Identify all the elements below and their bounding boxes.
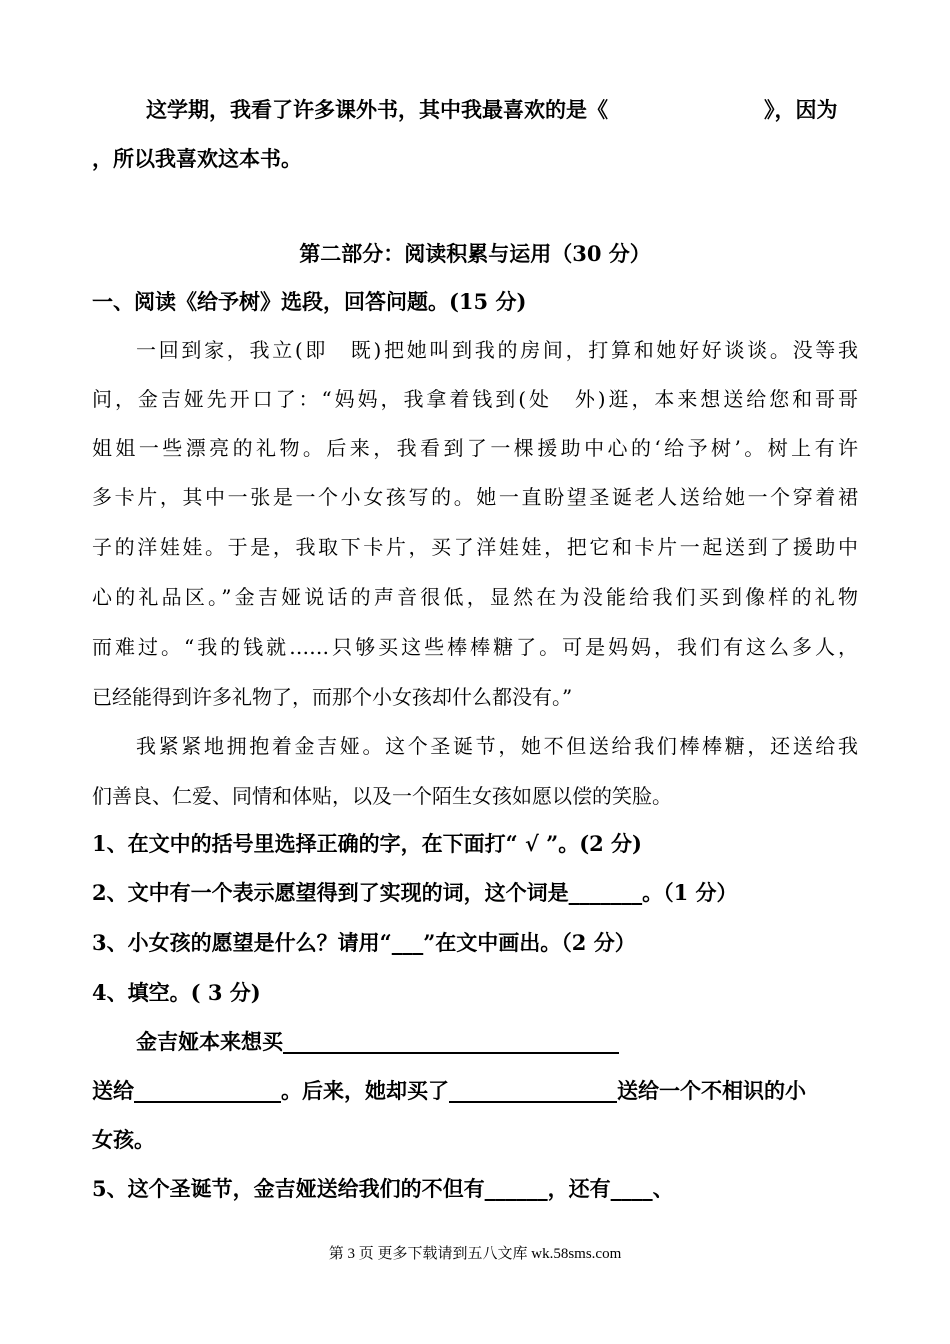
passage-line-4: 多卡片，其中一张是一个小女孩写的。她一直盼望圣诞老人送给她一个穿着裙 <box>92 485 858 509</box>
section-title: 第二部分：阅读积累与运用（30 分） <box>299 241 651 266</box>
passage-line-2: 问，金吉娅先开口了：“妈妈，我拿着钱到(处 外)逛，本来想送给您和哥哥 <box>92 387 858 411</box>
passage-line-3: 姐姐一些漂亮的礼物。后来，我看到了一棵援助中心的‘给予树’。树上有许 <box>92 436 858 460</box>
passage-line-9: 我紧紧地拥抱着金吉娅。这个圣诞节，她不但送给我们棒棒糖，还送给我 <box>136 734 858 758</box>
passage-line-8: 已经能得到许多礼物了，而那个小女孩却什么都没有。” <box>92 685 573 709</box>
page-footer: 第 3 页 更多下载请到五八文库 wk.58sms.com <box>328 1246 622 1262</box>
passage-line-7: 而难过。“我的钱就……只够买这些棒棒糖了。可是妈妈，我们有这么多人， <box>92 635 858 659</box>
passage-line-6: 心的礼品区。”金吉娅说话的声音很低，显然在为没能给我们买到像样的礼物 <box>92 585 858 609</box>
passage-line-5: 子的洋娃娃。于是，我取下卡片，买了洋娃娃，把它和卡片一起送到了援助中 <box>92 535 858 559</box>
intro-line-1-end: 》，因为 <box>764 97 838 122</box>
passage-line-10: 们善良、仁爱、同情和体贴，以及一个陌生女孩如愿以偿的笑脸。 <box>92 784 672 808</box>
question-heading: 一、阅读《给予树》选段，回答问题。(15 分) <box>92 289 527 314</box>
intro-line-1-start: 这学期，我看了许多课外书，其中我最喜欢的是《 <box>146 97 608 122</box>
question-4-fill-line-1: 金吉娅本来想买________________________________ <box>136 1029 619 1054</box>
question-5: 5、这个圣诞节，金吉娅送给我们的不但有______，还有____、 <box>92 1176 674 1201</box>
question-1: 1、在文中的括号里选择正确的字，在下面打“ √ ”。(2 分) <box>92 831 642 856</box>
question-4-fill-line-3: 女孩。 <box>92 1127 155 1152</box>
intro-line-2: ，所以我喜欢这本书。 <box>92 146 302 171</box>
question-2: 2、文中有一个表示愿望得到了实现的词，这个词是_______。（1 分） <box>92 880 738 905</box>
question-4-fill-line-2: 送给______________。后来，她却买了________________送给一个不相识的小 <box>92 1078 806 1103</box>
question-4: 4、填空。( 3 分) <box>92 980 261 1005</box>
question-3: 3、小女孩的愿望是什么？请用“___”在文中画出。（2 分） <box>92 930 636 955</box>
passage-line-1: 一回到家，我立(即 既)把她叫到我的房间，打算和她好好谈谈。没等我 <box>136 338 858 362</box>
